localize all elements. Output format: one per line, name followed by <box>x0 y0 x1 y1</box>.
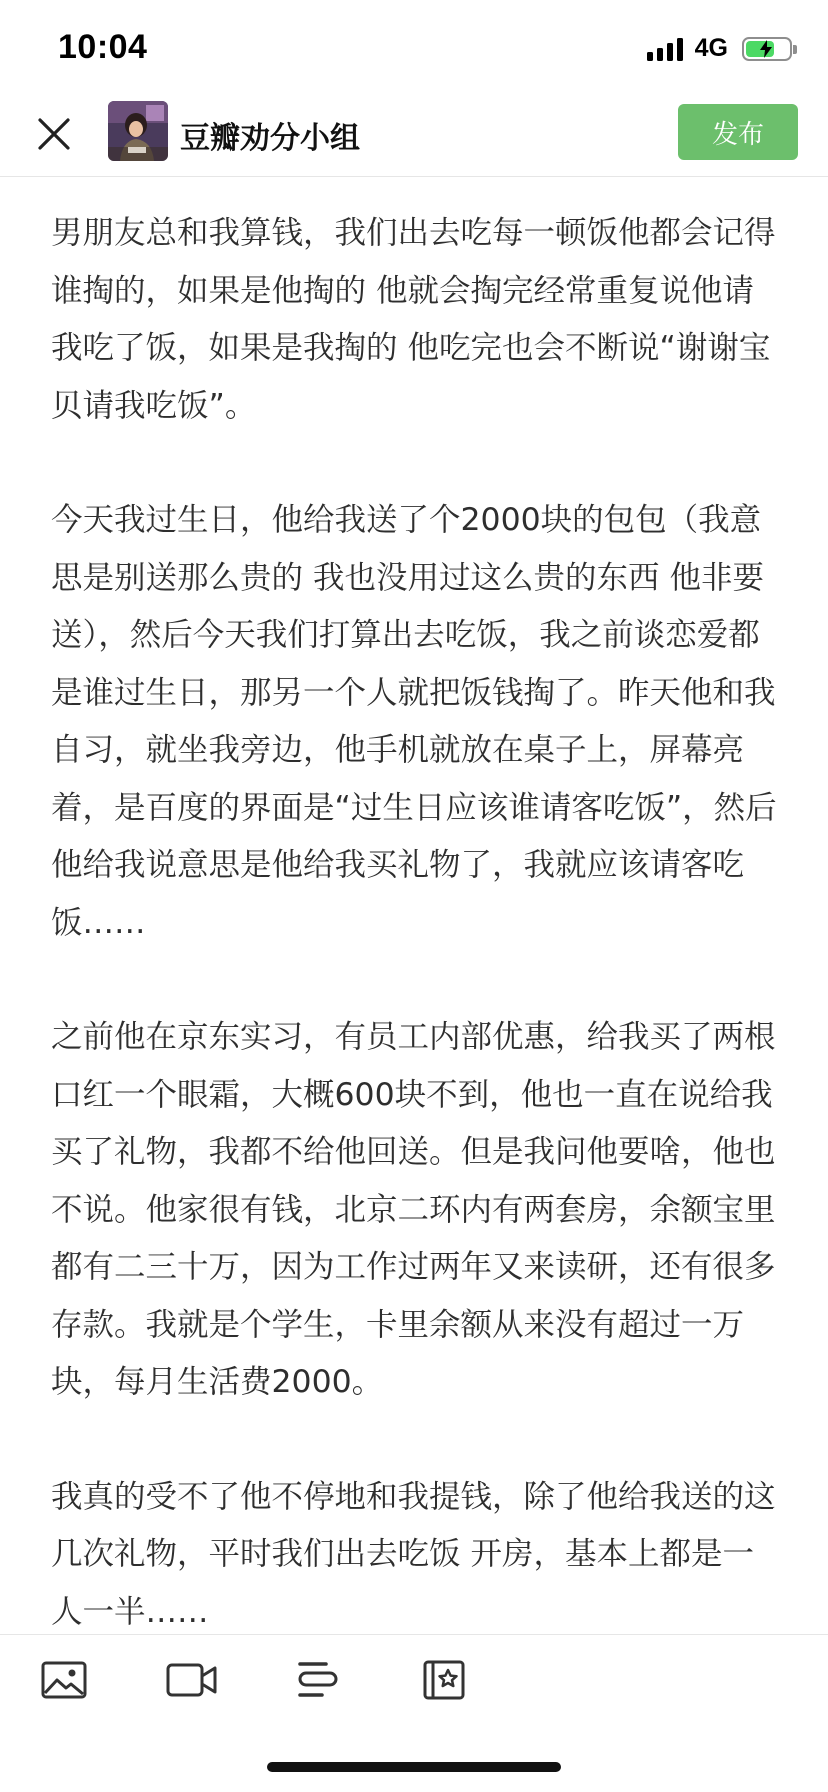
insert-sticker-button[interactable] <box>414 1655 474 1705</box>
group-avatar-image <box>108 101 168 161</box>
close-icon <box>37 117 71 151</box>
header-bar <box>0 96 828 177</box>
close-button[interactable] <box>30 110 78 158</box>
publish-button[interactable]: 发布 <box>678 104 798 160</box>
group-name[interactable]: 豆瓣劝分小组 <box>180 121 360 156</box>
video-icon <box>166 1662 218 1698</box>
insert-image-button[interactable] <box>34 1655 94 1705</box>
post-paragraph: 之前他在京东实习，有员工内部优惠，给我买了两根口红一个眼霜，大概600块不到，他也一直在说给我买了礼物，我都不给他回送。但是我问他要啥，他也不说。他家很有钱，北京二环内有两套房，余额宝里都有二三十万，因为工作过两年又来读研，还有很多存款。我就是个学生，卡里余额从来没有超过一万块，每月生活费2000。 <box>51 1019 776 1400</box>
status-bar <box>0 0 828 96</box>
network-type: 4G <box>694 34 728 62</box>
status-indicators <box>647 34 792 63</box>
post-content[interactable] <box>51 205 781 1698</box>
signal-icon <box>647 37 683 61</box>
home-indicator[interactable] <box>267 1762 561 1772</box>
text-format-button[interactable] <box>288 1655 348 1705</box>
battery-icon <box>742 37 792 61</box>
status-time: 10:04 <box>58 28 148 66</box>
insert-video-button[interactable] <box>162 1655 222 1705</box>
group-avatar[interactable] <box>108 101 168 161</box>
image-icon <box>41 1660 87 1700</box>
format-icon <box>296 1659 340 1701</box>
post-paragraph: 今天我过生日，他给我送了个2000块的包包（我意思是别送那么贵的 我也没用过这么贵的东西 他非要送），然后今天我们打算出去吃饭，我之前谈恋爱都是谁过生日，那另一个人就把饭钱掏了。昨天他和我自习，就坐我旁边，他手机就放在桌子上，屏幕亮着，是百度的界面是“过生日应该谁请客吃饭”，然后他给我说意思是他给我买礼物了，我就应该请客吃饭…… <box>51 502 777 941</box>
post-paragraph: 我真的受不了他不停地和我提钱，除了他给我送的这几次礼物，平时我们出去吃饭 开房，基本上都是一人一半…… <box>51 1478 776 1630</box>
editor-toolbar <box>0 1634 828 1725</box>
sticker-icon <box>421 1659 467 1701</box>
charging-bolt-icon <box>759 40 773 58</box>
post-paragraph: 男朋友总和我算钱，我们出去吃每一顿饭他都会记得谁掏的，如果是他掏的 他就会掏完经常重复说他请我吃了饭，如果是我掏的 他吃完也会不断说“谢谢宝贝请我吃饭”。 <box>51 215 776 424</box>
